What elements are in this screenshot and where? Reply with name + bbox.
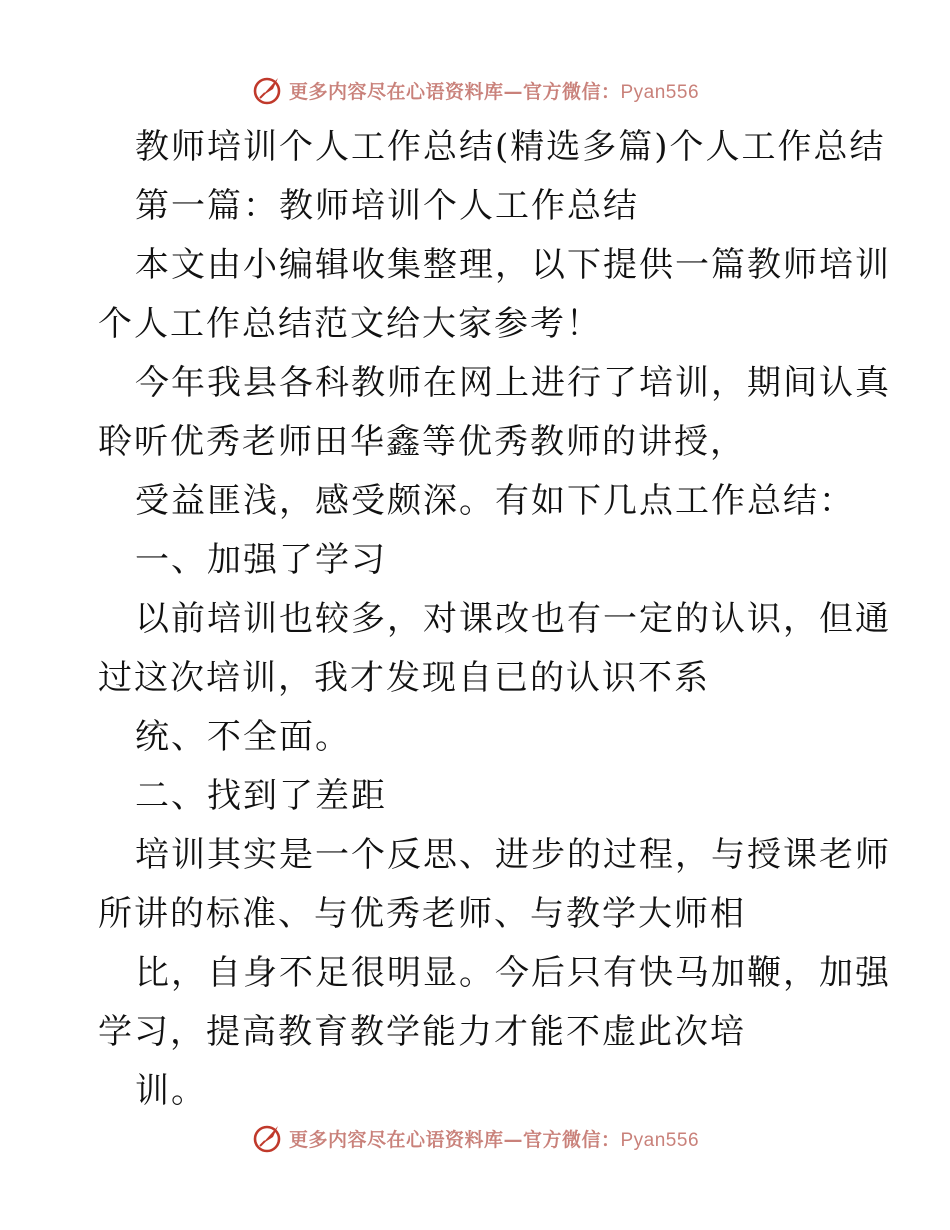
- quill-logo-icon: [251, 74, 283, 106]
- paragraph-line: 统、不全面。: [135, 717, 351, 757]
- paragraph-line: 比，自身不足很明显。今后只有快马加鞭，加强: [135, 953, 891, 993]
- header-watermark: [0, 70, 950, 110]
- document-body: [98, 118, 891, 1121]
- paragraph-line: 本文由小编辑收集整理，以下提供一篇教师培训: [135, 245, 891, 285]
- paragraph-line: 以前培训也较多，对课改也有一定的认识，但通: [135, 599, 891, 639]
- wechat-id: Pyan556: [620, 1129, 700, 1151]
- footer-watermark: [0, 1118, 950, 1158]
- paragraph-line: 学习，提高教育教学能力才能不虚此次培: [98, 1012, 746, 1052]
- paragraph-line: 聆听优秀老师田华鑫等优秀教师的讲授，: [98, 422, 746, 462]
- paragraph-line: 训。: [135, 1071, 207, 1111]
- wechat-id: Pyan556: [620, 81, 700, 103]
- watermark-text: 更多内容尽在心语资料库—官方微信：Pyan556: [288, 1128, 700, 1151]
- paragraph-line: 所讲的标准、与优秀老师、与教学大师相: [98, 894, 746, 934]
- paragraph-line: 培训其实是一个反思、进步的过程，与授课老师: [135, 835, 891, 875]
- paragraph-line: 个人工作总结范文给大家参考！: [98, 304, 602, 344]
- heading-line: 一、加强了学习: [135, 540, 387, 580]
- heading-line: 二、找到了差距: [135, 776, 387, 816]
- quill-logo-icon: [251, 1122, 283, 1154]
- paragraph-line: 过这次培训，我才发现自已的认识不系: [98, 658, 710, 698]
- section-title: 第一篇：教师培训个人工作总结: [135, 186, 639, 226]
- paragraph-line: 今年我县各科教师在网上进行了培训，期间认真: [135, 363, 891, 403]
- paragraph-line: 受益匪浅，感受颇深。有如下几点工作总结：: [135, 481, 855, 521]
- document-title: 教师培训个人工作总结(精选多篇)个人工作总结: [135, 127, 886, 167]
- watermark-text: 更多内容尽在心语资料库—官方微信：Pyan556: [288, 80, 700, 103]
